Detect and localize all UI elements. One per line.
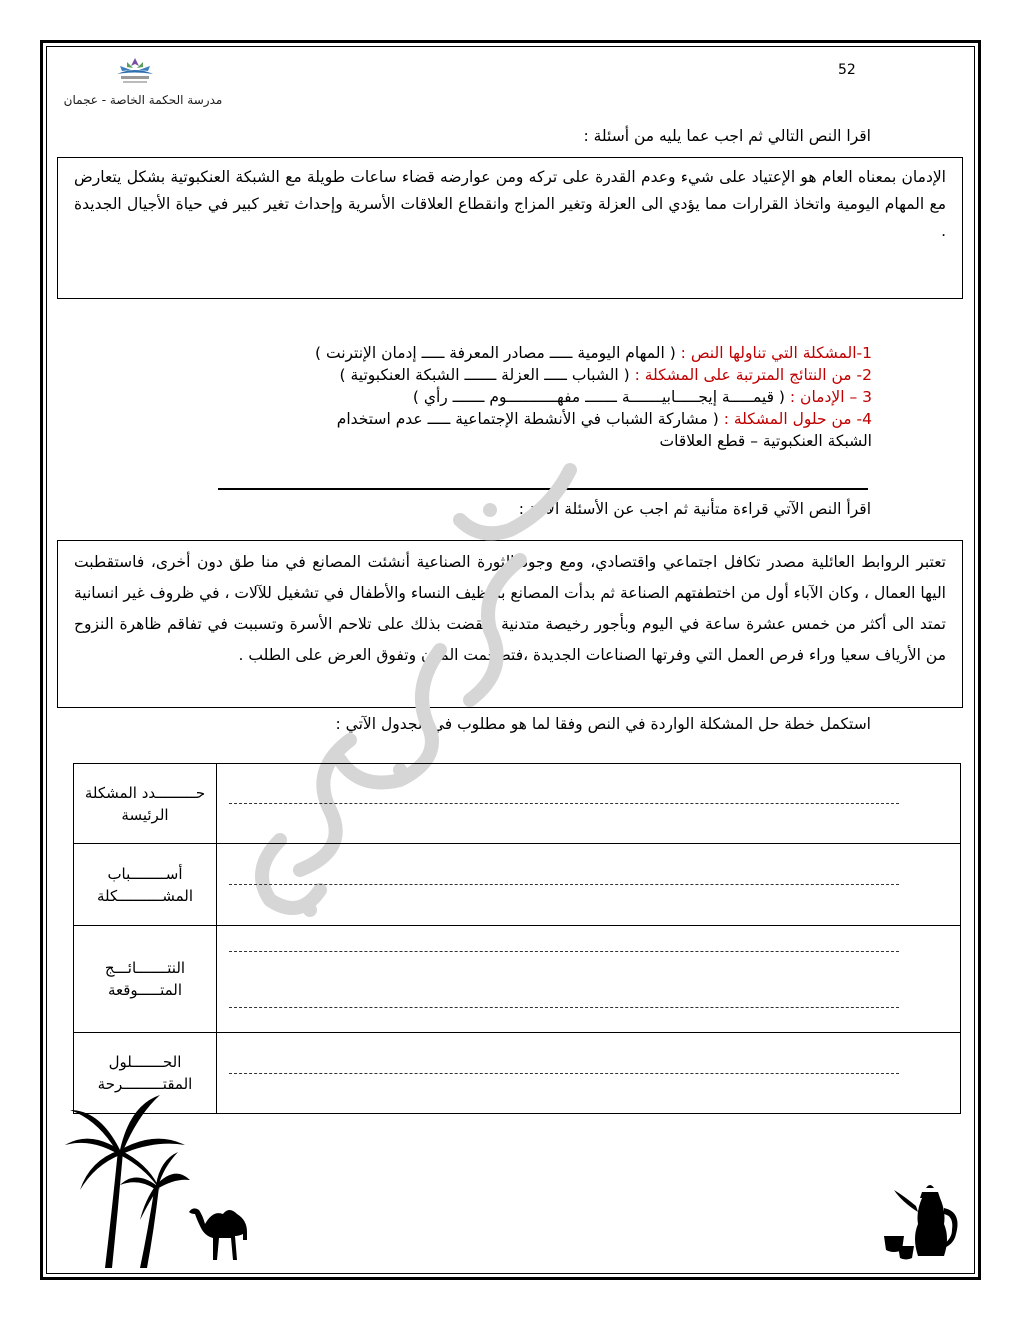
section-divider <box>218 488 868 490</box>
question-3-label: 3 – الإدمان : <box>789 388 872 406</box>
question-1-label: 1-المشكلة التي تناولها النص : <box>680 344 872 362</box>
school-name: مدرسة الحكمة الخاصة - عجمان <box>63 93 223 107</box>
question-1 <box>150 342 872 364</box>
table-row <box>74 926 961 1033</box>
answer-cell-causes[interactable] <box>217 844 961 926</box>
question-3-answer: ( قيمـــــة إيجـــــابيـــــــة ـــــــ مفهـــــــــــوم ـــــــ رأي ) <box>412 388 790 406</box>
answer-cell-expected-results[interactable] <box>217 926 961 1033</box>
table-row <box>74 1033 961 1114</box>
school-logo-icon <box>105 54 165 90</box>
label-causes: أســــــــباب المشــــــــــكلة <box>74 844 217 926</box>
camel-icon <box>183 1200 255 1262</box>
label-main-problem: حـــــــــدد المشكلة الرئيسة <box>74 764 217 844</box>
table-instruction: استكمل خطة حل المشكلة الواردة في النص وفقا لما هو مطلوب في الجدول الآتي : <box>335 715 871 733</box>
question-4-continued <box>150 430 872 452</box>
passage-box-2 <box>57 540 963 708</box>
coffee-pot-icon <box>878 1182 964 1262</box>
answer-cell-main-problem[interactable] <box>217 764 961 844</box>
answer-line <box>229 1073 899 1074</box>
passage-box-1 <box>57 157 963 299</box>
question-4-label: 4- من حلول المشكلة : <box>723 410 872 428</box>
answer-line <box>229 884 899 885</box>
question-3 <box>150 386 872 408</box>
answer-line <box>229 803 899 804</box>
question-4-answer-cont: الشبكة العنكبوتية – قطع العلاقات <box>659 432 872 450</box>
answer-cell-proposed-solutions[interactable] <box>217 1033 961 1114</box>
question-2-label: 2- من النتائج المترتبة على المشكلة : <box>634 366 872 384</box>
section2-instruction: اقرأ النص الآتي قراءة متأنية ثم اجب عن الأسئلة الآتية : <box>518 500 871 518</box>
table-row <box>74 844 961 926</box>
question-4 <box>150 408 872 430</box>
passage-1: الإدمان بمعناه العام هو الإعتياد على شيء وعدم القدرة على تركه ومن عوارضه قضاء ساعات طويلة مع الشبكة العنكبوتية بشكل يتعارض مع المهام اليومية واتخاذ القرارات مما يؤدي الى العزلة وتغير المزاج وانقطاع العلاقات الأسرية وإحداث تغير كبير في حياة الأجيال الجديدة . <box>74 168 946 240</box>
table-row <box>74 764 961 844</box>
passage-2: تعتبر الروابط العائلية مصدر تكافل اجتماعي واقتصادي، ومع وجود الثورة الصناعية أنشئت المصانع في منا طق دون أخرى، فاستقطبت اليها العمال ، وكان الآباء أول من اختطفتهم الصناعة ثم بدأت المصانع بتوظيف النساء والأطفال في تشغيل للآلات ، في ظروف غير انسانية تمتد الى أكثر من خمس عشرة ساعة في اليوم وبأجور رخيصة متدنية ،فقضت بذلك على تلاحم الأسرة وتسببت في تفاقم ظاهرة النزوح من الأرياف سعيا وراء فرص العمل التي وفرتها الصناعات الجديدة ،فتضخمت المدن وتفوق العرض على الطلب . <box>74 553 946 664</box>
question-2-answer: ( الشباب ـــــ العزلة ـــــــ الشبكة العنكبوتية ) <box>339 366 635 384</box>
section1-instruction: اقرا النص التالي ثم اجب عما يليه من أسئلة : <box>583 127 871 145</box>
question-4-answer: ( مشاركة الشباب في الأنشطة الإجتماعية ـــــ عدم استخدام <box>336 410 724 428</box>
question-list <box>150 342 872 452</box>
answer-line <box>229 1007 899 1008</box>
page-number: 52 <box>838 62 856 78</box>
question-2 <box>150 364 872 386</box>
label-proposed-solutions: الحـــــــلول المقتـــــــــرحة <box>74 1033 217 1114</box>
palm-trees-icon <box>60 1090 190 1270</box>
problem-solving-table <box>73 763 961 1114</box>
question-1-answer: ( المهام اليومية ـــــ مصادر المعرفة ـــــ إدمان الإنترنت ) <box>315 344 681 362</box>
label-expected-results: النتـــــــائـــج المتـــــوقعة <box>74 926 217 1033</box>
